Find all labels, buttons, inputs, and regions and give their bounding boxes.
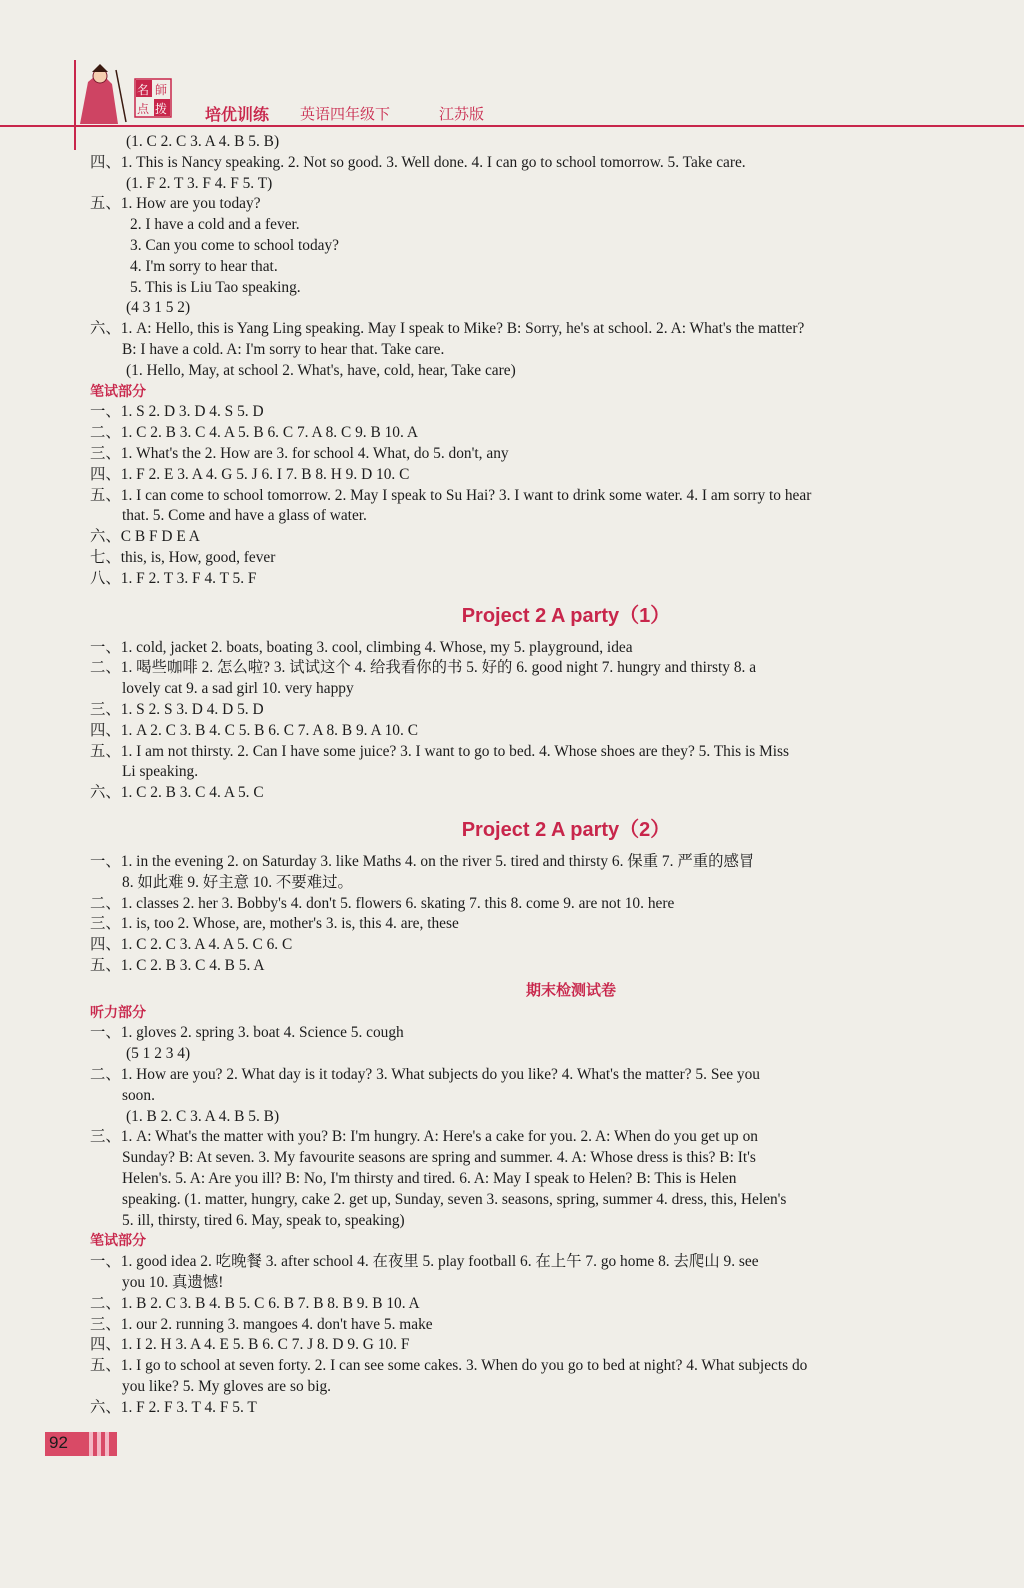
section-label: 听力部分 [90,1004,146,1021]
section-title: 期末检测试卷 [525,980,616,999]
answer-line: 五、1. How are you today? [90,195,261,213]
book-title: 培优训练 [205,105,270,124]
answer-line: 8. 如此难 9. 好主意 10. 不要难过。 [122,873,353,891]
page-number: 92 [49,1433,68,1452]
section-title: Project 2 A party（2） [461,818,671,841]
answer-line: 八、1. F 2. T 3. F 4. T 5. F [90,569,257,587]
badge-char: 拨 [155,102,168,116]
badge-char: 点 [137,102,150,116]
answer-line: speaking. (1. matter, hungry, cake 2. get up, Sunday, seven 3. seasons, spring, summer 4. dress, this, Helen's [122,1190,787,1208]
answer-line: 四、1. F 2. E 3. A 4. G 5. J 6. I 7. B 8. H 9. D 10. C [90,465,410,483]
answer-line: (1. Hello, May, at school 2. What's, have, cold, hear, Take care) [126,361,516,379]
answer-key [90,132,1010,1419]
answer-line: 二、1. B 2. C 3. B 4. B 5. C 6. B 7. B 8. B 9. B 10. A [90,1294,420,1312]
badge-char: 師 [155,83,168,97]
answer-line: 一、1. in the evening 2. on Saturday 3. like Maths 4. on the river 5. tired and thirsty 6. 保重 7. 严重的感冒 [90,852,755,870]
page-tab-stripe [97,1432,101,1456]
section-label: 笔试部分 [90,1233,146,1250]
answer-line: 二、1. How are you? 2. What day is it today? 3. What subjects do you like? 4. What's the matter? 5. See you [90,1066,760,1084]
answer-line: 五、1. I can come to school tomorrow. 2. May I speak to Su Hai? 3. I want to drink some water. 4. I am sorry to hear [90,486,812,504]
answer-line: (1. C 2. C 3. A 4. B 5. B) [126,133,280,150]
answer-line: 四、1. I 2. H 3. A 4. E 5. B 6. C 7. J 8. D 9. G 10. F [90,1336,410,1354]
answer-line: 二、1. 喝些咖啡 2. 怎么啦? 3. 试试这个 4. 给我看你的书 5. 好的 6. good night 7. hungry and thirsty 8. a [90,659,757,677]
answer-line: 4. I'm sorry to hear that. [130,257,278,275]
answer-line: 一、1. good idea 2. 吃晚餐 3. after school 4. 在夜里 5. play football 6. 在上午 7. go home 8. 去爬山 9. see [90,1253,759,1271]
answer-line: you like? 5. My gloves are so big. [122,1378,332,1396]
master-tip-badge [134,78,172,118]
answer-line: Helen's. 5. A: Are you ill? B: No, I'm thirsty and tired. 6. A: May I speak to Helen? B: This is Helen [122,1170,737,1188]
answer-line: (1. F 2. T 3. F 4. F 5. T) [126,174,273,192]
answer-line: 5. ill, thirsty, tired 6. May, speak to, speaking) [122,1211,405,1229]
answer-line: soon. [122,1086,155,1104]
answer-line: 五、1. C 2. B 3. C 4. B 5. A [90,956,265,974]
answer-line: 三、1. our 2. running 3. mangoes 4. don't have 5. make [90,1315,433,1333]
answer-line: (5 1 2 3 4) [126,1045,191,1063]
answer-line: 六、C B F D E A [90,528,200,546]
answer-line: that. 5. Come and have a glass of water. [122,507,367,525]
answer-line: 四、1. This is Nancy speaking. 2. Not so good. 3. Well done. 4. I can go to school tomorrow. 5. Take care. [90,153,746,171]
page-number-tab [45,1432,117,1456]
answer-line: 5. This is Liu Tao speaking. [130,278,301,296]
answer-line: (4 3 1 5 2) [126,299,191,317]
answer-line: 六、1. A: Hello, this is Yang Ling speaking. May I speak to Mike? B: Sorry, he's at school. 2. A: What's the matter? [90,320,805,338]
answer-line: 一、1. cold, jacket 2. boats, boating 3. cool, climbing 4. Whose, my 5. playground, idea [90,638,633,656]
answer-line: Li speaking. [122,763,199,781]
page-header [0,0,1024,130]
answer-line: 七、this, is, How, good, fever [90,548,276,566]
answer-line: 四、1. A 2. C 3. B 4. C 5. B 6. C 7. A 8. B 9. A 10. C [90,721,418,739]
teacher-logo-icon [72,62,132,126]
badge-char: 名 [137,83,150,97]
answer-line: 五、1. I go to school at seven forty. 2. I can see some cakes. 3. When do you go to bed at night? 4. What subjects do [90,1357,808,1375]
answer-line: (1. B 2. C 3. A 4. B 5. B) [126,1107,280,1125]
answer-line: 六、1. F 2. F 3. T 4. F 5. T [90,1398,257,1416]
answer-line: 三、1. S 2. S 3. D 4. D 5. D [90,700,264,718]
book-subtitle: 英语四年级下 [300,105,391,123]
answer-line: Sunday? B: At seven. 3. My favourite seasons are spring and summer. 4. A: Whose dress is this? B: It's [122,1149,756,1167]
section-label: 笔试部分 [90,383,146,400]
answer-line: 2. I have a cold and a fever. [130,216,300,234]
answer-line: 一、1. gloves 2. spring 3. boat 4. Science 5. cough [90,1024,404,1042]
answer-line: B: I have a cold. A: I'm sorry to hear that. Take care. [122,340,445,358]
answer-line: you 10. 真遗憾! [122,1274,224,1292]
section-title: Project 2 A party（1） [461,604,671,627]
answer-line: 三、1. is, too 2. Whose, are, mother's 3. is, this 4. are, these [90,915,459,933]
header-rule [0,125,1024,127]
header-vertical-rule [74,60,76,150]
answer-line: 二、1. classes 2. her 3. Bobby's 4. don't 5. flowers 6. skating 7. this 8. come 9. are not 10. here [90,894,675,912]
page-tab-stripe [105,1432,109,1456]
answer-line: 五、1. I am not thirsty. 2. Can I have some juice? 3. I want to go to bed. 4. Whose shoes are they? 5. This is Miss [90,742,790,760]
answer-line: 六、1. C 2. B 3. C 4. A 5. C [90,784,264,802]
answer-line: 三、1. A: What's the matter with you? B: I'm hungry. A: Here's a cake for you. 2. A: When do you get up on [90,1128,758,1146]
answer-line: lovely cat 9. a sad girl 10. very happy [122,680,354,698]
book-edition: 江苏版 [439,105,485,123]
answer-line: 四、1. C 2. C 3. A 4. A 5. C 6. C [90,936,293,954]
answer-line: 一、1. S 2. D 3. D 4. S 5. D [90,403,264,421]
answer-line: 三、1. What's the 2. How are 3. for school 4. What, do 5. don't, any [90,444,509,462]
answer-line: 二、1. C 2. B 3. C 4. A 5. B 6. C 7. A 8. C 9. B 10. A [90,424,418,442]
answer-line: 3. Can you come to school today? [130,236,340,254]
page-tab-stripe [89,1432,93,1456]
